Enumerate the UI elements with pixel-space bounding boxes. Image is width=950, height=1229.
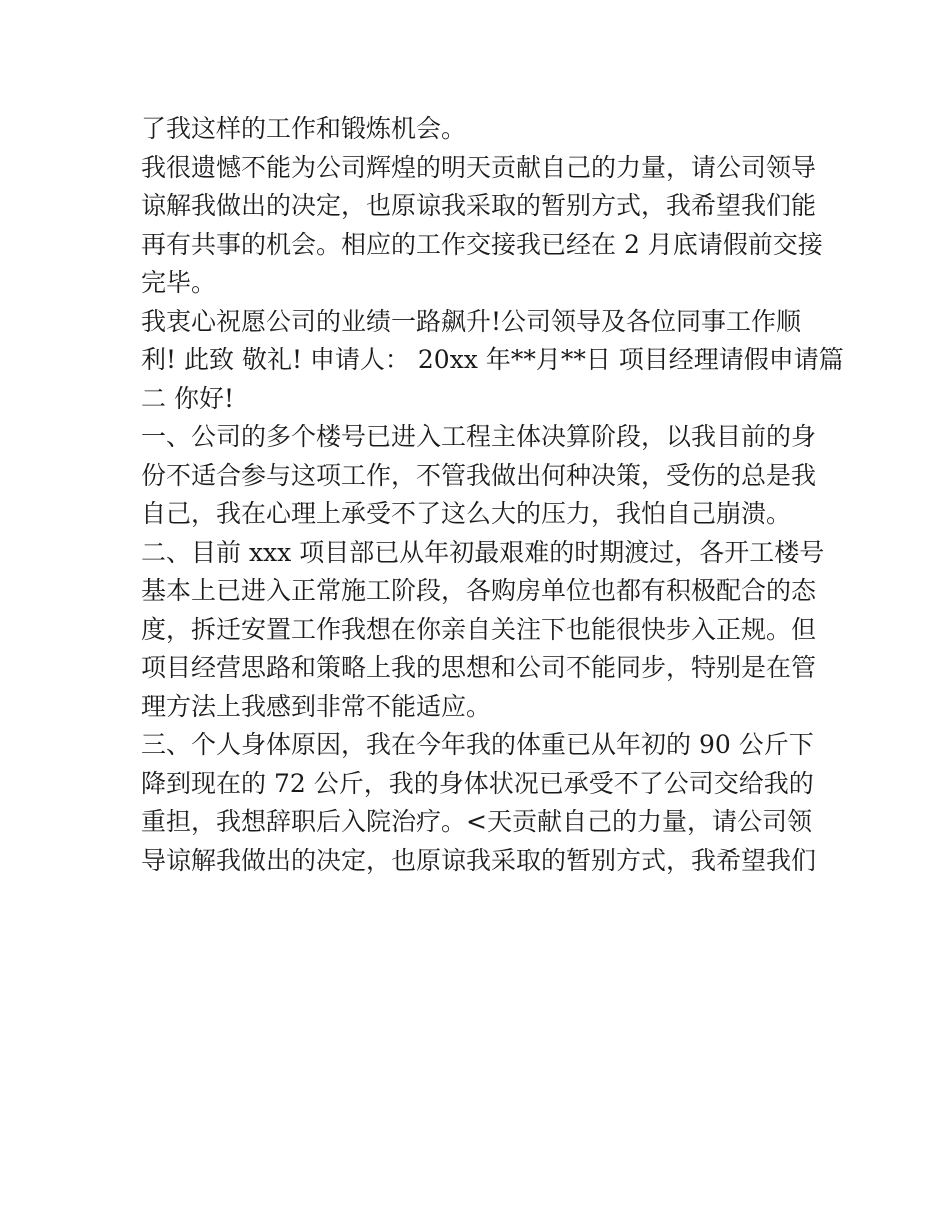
text-line: 降到现在的 72 公斤，我的身体状况已承受不了公司交给我的 bbox=[141, 768, 814, 798]
text-line: 份不适合参与这项工作，不管我做出何种决策，受伤的总是我 bbox=[141, 460, 817, 490]
text-line: 三、个人身体原因，我在今年我的体重已从年初的 90 公斤下 bbox=[141, 730, 814, 759]
text-line: 二 你好! bbox=[141, 383, 234, 413]
text-line: 项目经营思路和策略上我的思想和公司不能同步，特别是在管 bbox=[141, 653, 817, 682]
document-body bbox=[141, 110, 844, 880]
text-line: 再有共事的机会。相应的工作交接我已经在 2 月底请假前交接 bbox=[141, 229, 823, 259]
text-line: 导谅解我做出的决定，也原谅我采取的暂别方式，我希望我们 bbox=[141, 845, 817, 875]
text-line: 完毕。 bbox=[141, 268, 217, 297]
text-line: 基本上已进入正常施工阶段，各购房单位也都有积极配合的态 bbox=[141, 576, 817, 605]
text-line: 度，拆迁安置工作我想在你亲自关注下也能很快步入正规。但 bbox=[141, 614, 817, 644]
text-line: 二、目前 xxx 项目部已从年初最艰难的时期渡过，各开工楼号 bbox=[141, 537, 825, 567]
text-line: 我很遗憾不能为公司辉煌的明天贡献自己的力量，请公司领导 bbox=[141, 152, 817, 182]
text-line: 一、公司的多个楼号已进入工程主体决算阶段，以我目前的身 bbox=[141, 422, 817, 451]
text-line: 我衷心祝愿公司的业绩一路飙升!公司领导及各位同事工作顺 bbox=[141, 306, 802, 336]
text-line: 重担，我想辞职后入院治疗。<天贡献自己的力量，请公司领 bbox=[141, 807, 812, 836]
text-line: 自己，我在心理上承受不了这么大的压力，我怕自己崩溃。 bbox=[141, 499, 792, 528]
text-line: 理方法上我感到非常不能适应。 bbox=[141, 691, 492, 721]
text-line: 了我这样的工作和锻炼机会。 bbox=[141, 114, 467, 143]
text-line: 谅解我做出的决定，也原谅我采取的暂别方式，我希望我们能 bbox=[141, 191, 817, 220]
text-line: 利! 此致 敬礼! 申请人： 20xx 年**月**日 项目经理请假申请篇 bbox=[141, 345, 844, 374]
